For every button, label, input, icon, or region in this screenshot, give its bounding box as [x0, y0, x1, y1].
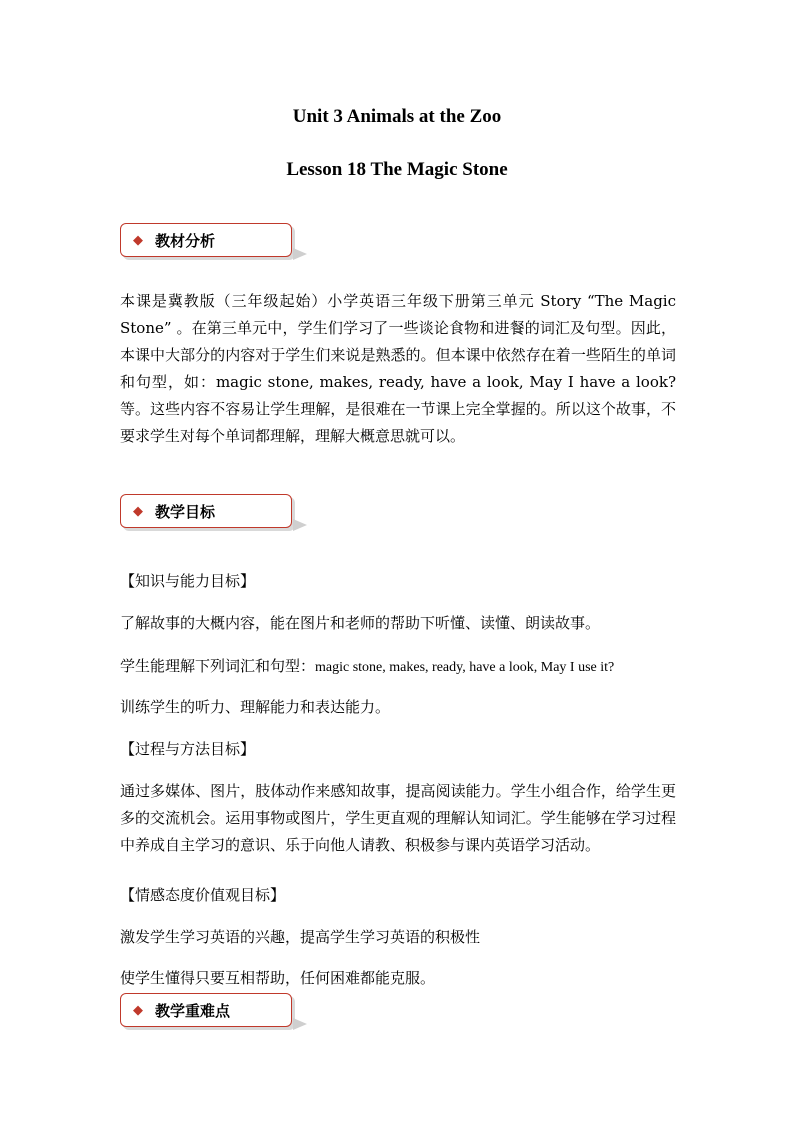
diamond-bullet-icon: ◆ — [133, 1002, 143, 1018]
heading-tail-decoration — [293, 1018, 307, 1030]
knowledge-item-2-cn: 学生能理解下列词汇和句型： — [120, 657, 316, 675]
analysis-paragraph: 本课是冀教版（三年级起始）小学英语三年级下册第三单元 Story “The Magic Stone” 。在第三单元中，学生们学习了一些谈论食物和进餐的词汇及句型。因此，本课中大部分的内容对于学生们来说是熟悉的。但本课中依然存在着一些陌生的单词和句型，如：magic stone, makes, ready, have a look, May I have a look?等。这些内容不容易让学生理解，是很难在一节课上完全掌握的。所以这个故事，不要求学生对每个单词都理解，理解大概意思就可以。 — [120, 292, 676, 445]
process-heading: 【过程与方法目标】 — [120, 740, 256, 758]
knowledge-item-3: 训练学生的听力、理解能力和表达能力。 — [120, 698, 391, 716]
lesson-title: Lesson 18 The Magic Stone — [286, 159, 508, 180]
section-heading-analysis — [120, 223, 292, 257]
knowledge-heading: 【知识与能力目标】 — [120, 572, 256, 590]
section-heading-objectives — [120, 494, 292, 528]
knowledge-item-2 — [120, 655, 680, 679]
section-heading-label: 教材分析 — [155, 231, 216, 250]
diamond-bullet-icon: ◆ — [133, 232, 143, 248]
knowledge-item-2-en: magic stone, makes, ready, have a look, May I use it? — [315, 660, 615, 675]
section-heading-label: 教学重难点 — [155, 1001, 231, 1020]
unit-title: Unit 3 Animals at the Zoo — [292, 106, 502, 127]
heading-tail-decoration — [293, 519, 307, 531]
heading-tail-decoration — [293, 248, 307, 260]
emotion-item-1: 激发学生学习英语的兴趣，提高学生学习英语的积极性 — [120, 928, 481, 946]
section-heading-key-points — [120, 993, 292, 1027]
emotion-item-2: 使学生懂得只要互相帮助，任何困难都能克服。 — [120, 969, 436, 987]
section-heading-label: 教学目标 — [155, 502, 216, 521]
emotion-heading: 【情感态度价值观目标】 — [120, 886, 286, 904]
process-paragraph: 通过多媒体、图片，肢体动作来感知故事，提高阅读能力。学生小组合作，给学生更多的交流机会。运用事物或图片，学生更直观的理解认知词汇。学生能够在学习过程中养成自主学习的意识、乐于向他人请教、积极参与课内英语学习活动。 — [120, 782, 676, 854]
knowledge-item-1: 了解故事的大概内容，能在图片和老师的帮助下听懂、读懂、朗读故事。 — [120, 614, 601, 632]
diamond-bullet-icon: ◆ — [133, 503, 143, 519]
